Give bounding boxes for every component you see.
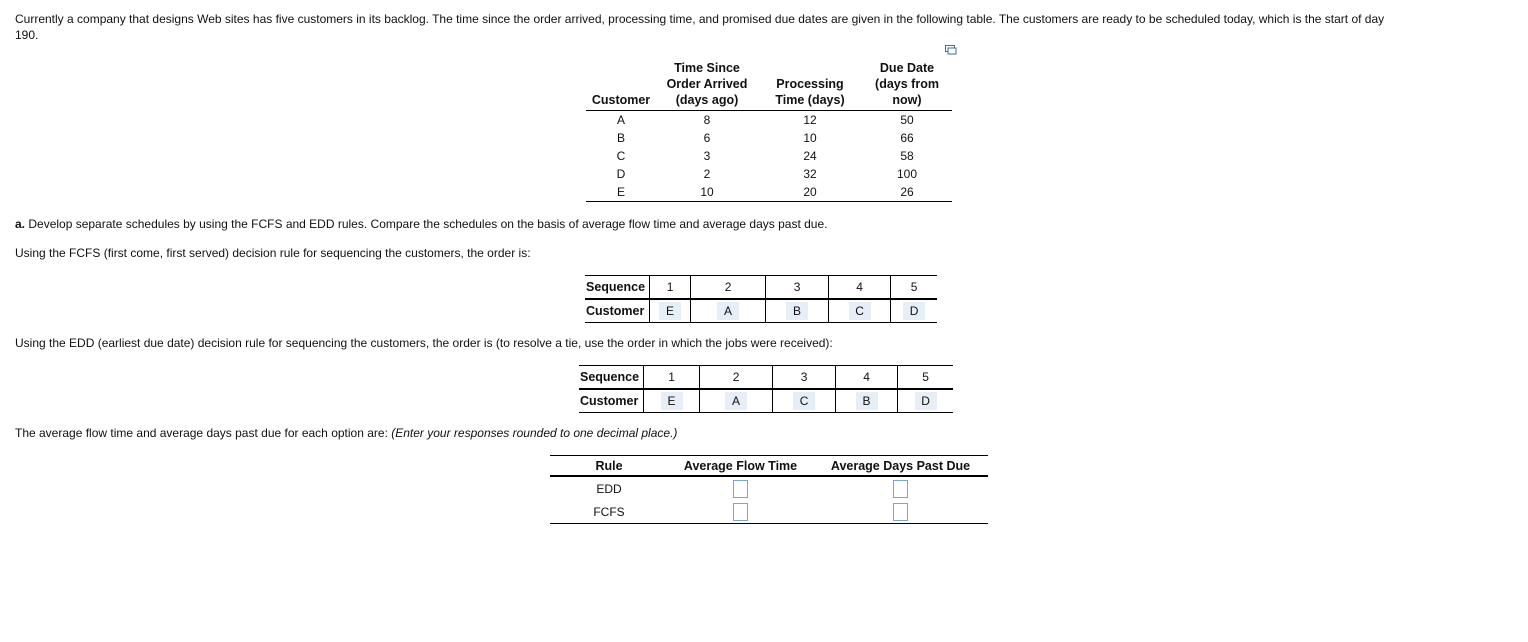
flow-cell	[668, 476, 813, 500]
cell-time-since: 2	[703, 167, 711, 181]
cell-due: 50	[900, 113, 914, 127]
cell-processing: 24	[803, 149, 817, 163]
edd-sequence-table	[579, 365, 953, 413]
rule-name: FCFS	[550, 500, 668, 524]
cell-due: 58	[900, 149, 914, 163]
table-row	[586, 111, 952, 130]
sequence-cell	[898, 389, 954, 413]
edd-answer-1[interactable]: E	[661, 392, 683, 410]
header-customer: Customer	[586, 60, 656, 111]
header-average-days-past-due: Average Days Past Due	[813, 456, 988, 477]
sequence-cell	[700, 389, 773, 413]
sequence-position: 4	[829, 276, 891, 300]
fcfs-answer-2[interactable]: A	[717, 302, 739, 320]
cell-due: 66	[900, 131, 914, 145]
fcfs-answer-3[interactable]: B	[786, 302, 808, 320]
part-a-question	[15, 217, 827, 231]
intro-line-2: 190.	[15, 28, 39, 42]
edd-answer-3[interactable]: C	[793, 392, 815, 410]
table-row	[550, 500, 988, 524]
fcfs-sequence-table	[585, 275, 937, 323]
customer-label: Customer	[585, 299, 650, 323]
cell-customer: A	[616, 113, 625, 127]
average-instruction	[15, 426, 677, 440]
cell-customer: E	[586, 183, 656, 202]
edd-answer-5[interactable]: D	[915, 392, 937, 410]
header-rule: Rule	[550, 456, 668, 477]
table-row	[586, 147, 952, 165]
sequence-cell	[836, 389, 898, 413]
table-row	[586, 183, 952, 202]
edd-average-days-past-due-input[interactable]	[893, 480, 908, 498]
edd-answer-4[interactable]: B	[856, 392, 878, 410]
problem-intro	[15, 11, 1515, 43]
header-time-since: Time Since Order Arrived (days ago)	[656, 60, 758, 111]
cell-processing: 20	[758, 183, 862, 202]
fcfs-average-flow-time-input[interactable]	[733, 503, 748, 521]
part-a-label: a.	[15, 217, 26, 231]
sequence-position: 1	[650, 276, 691, 300]
fcfs-answer-1[interactable]: E	[659, 302, 681, 320]
copy-icon[interactable]	[945, 45, 957, 55]
header-average-flow-time: Average Flow Time	[668, 456, 813, 477]
sequence-cell	[766, 299, 829, 323]
fcfs-answer-5[interactable]: D	[903, 302, 925, 320]
sequence-label: Sequence	[579, 366, 644, 390]
sequence-cell	[650, 299, 691, 323]
header-processing: Processing Time (days)	[758, 60, 862, 111]
cell-customer: D	[616, 167, 626, 181]
average-instruction-text: The average flow time and average days past due for each option are:	[15, 426, 392, 440]
cell-processing: 10	[803, 131, 817, 145]
rule-name: EDD	[596, 481, 622, 496]
table-row	[550, 476, 988, 500]
sequence-cell	[644, 389, 700, 413]
sequence-position: 2	[691, 276, 766, 300]
cell-time-since: 6	[703, 131, 711, 145]
sequence-position: 5	[891, 276, 938, 300]
fcfs-average-days-past-due-input[interactable]	[893, 503, 908, 521]
sequence-cell	[691, 299, 766, 323]
table-row	[586, 165, 952, 183]
intro-line-1: Currently a company that designs Web sites has five customers in its backlog. The time since the order arrived, processing time, and promised due dates are given in the following table. The customers are ready to be scheduled today, which is the start of day	[15, 12, 1385, 26]
customer-label: Customer	[579, 389, 644, 413]
past-due-cell	[813, 500, 988, 524]
sequence-position: 3	[773, 366, 836, 390]
cell-customer: C	[616, 149, 626, 163]
rounding-note: (Enter your responses rounded to one decimal place.)	[391, 426, 678, 440]
cell-processing: 12	[803, 113, 817, 127]
customer-data-table	[586, 60, 952, 202]
flow-cell	[668, 500, 813, 524]
cell-time-since: 10	[656, 183, 758, 202]
results-table	[550, 455, 988, 524]
cell-due: 26	[862, 183, 952, 202]
edd-instruction: Using the EDD (earliest due date) decision rule for sequencing the customers, the order is (to resolve a tie, use the order in which the jobs were received):	[15, 336, 833, 350]
sequence-cell	[773, 389, 836, 413]
sequence-cell	[829, 299, 891, 323]
sequence-position: 2	[700, 366, 773, 390]
edd-average-flow-time-input[interactable]	[733, 480, 748, 498]
fcfs-instruction: Using the FCFS (first come, first served) decision rule for sequencing the customers, the order is:	[15, 246, 531, 260]
sequence-position: 5	[898, 366, 954, 390]
fcfs-answer-4[interactable]: C	[849, 302, 871, 320]
cell-time-since: 3	[703, 149, 711, 163]
part-a-text: Develop separate schedules by using the FCFS and EDD rules. Compare the schedules on the basis of average flow time and average days past due.	[25, 217, 828, 231]
header-due-date: Due Date (days from now)	[862, 60, 952, 111]
table-row	[586, 129, 952, 147]
cell-processing: 32	[803, 167, 817, 181]
sequence-label: Sequence	[585, 276, 650, 300]
sequence-position: 3	[766, 276, 829, 300]
cell-due: 100	[896, 167, 918, 181]
cell-time-since: 8	[703, 113, 711, 127]
sequence-cell	[891, 299, 938, 323]
past-due-cell	[813, 476, 988, 500]
sequence-position: 4	[836, 366, 898, 390]
cell-customer: B	[616, 131, 625, 145]
sequence-position: 1	[644, 366, 700, 390]
edd-answer-2[interactable]: A	[725, 392, 747, 410]
